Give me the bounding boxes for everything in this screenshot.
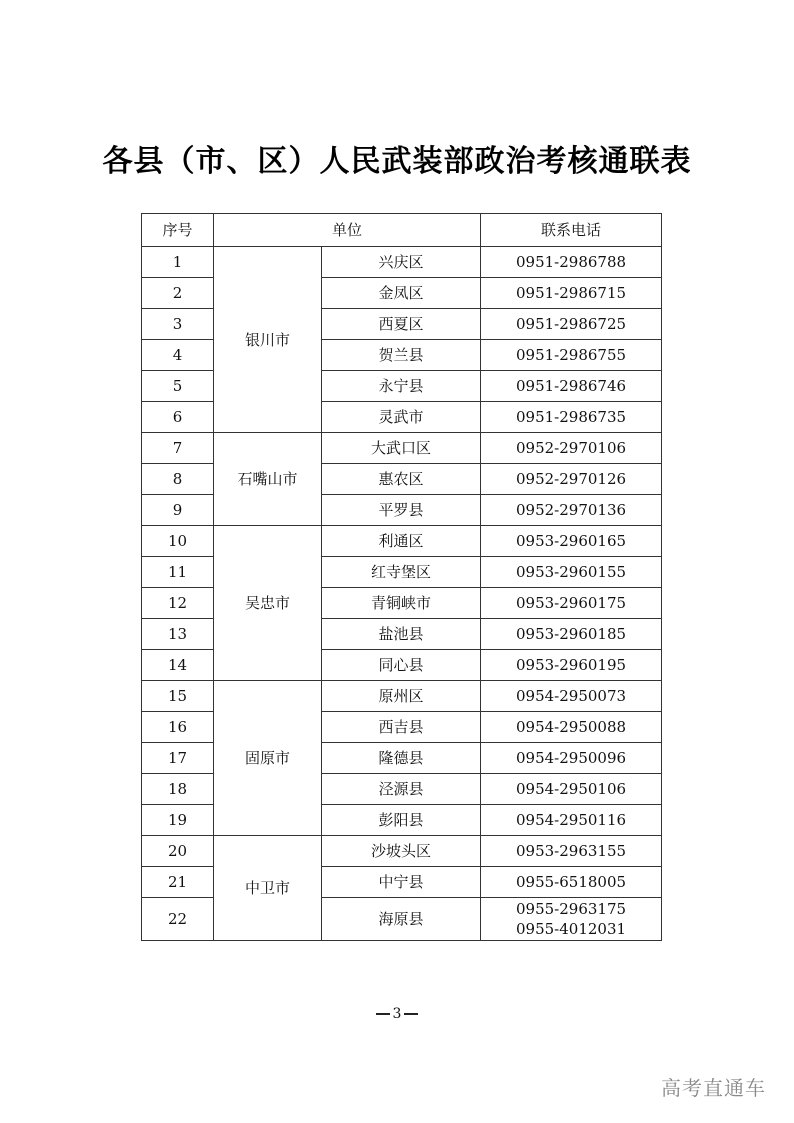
phone-number: 0953-2960185 <box>515 625 627 643</box>
city-cell: 银川市 <box>214 247 322 433</box>
page-title: 各县（市、区）人民武装部政治考核通联表 <box>102 144 692 179</box>
district-cell: 西夏区 <box>322 309 481 340</box>
district-cell: 红寺堡区 <box>322 557 481 588</box>
page-footer <box>0 1006 794 1022</box>
watermark: 高考直通车 <box>661 1076 766 1100</box>
phone-number: 0954-2950088 <box>515 718 627 736</box>
phone-number: 0953-2960165 <box>515 532 627 550</box>
district-cell: 泾源县 <box>322 774 481 805</box>
city-cell: 石嘴山市 <box>214 433 322 526</box>
row-index: 22 <box>142 898 214 941</box>
page-number: 3 <box>392 1006 402 1022</box>
contact-table <box>141 213 662 941</box>
row-index: 14 <box>142 650 214 681</box>
district-cell: 大武口区 <box>322 433 481 464</box>
footer-dash-right <box>404 1013 418 1015</box>
district-cell: 金凤区 <box>322 278 481 309</box>
row-index: 11 <box>142 557 214 588</box>
phone-number: 0951-2986788 <box>515 253 627 271</box>
phone-cell <box>481 247 662 278</box>
phone-number: 0955-2963175 <box>515 900 627 918</box>
district-cell: 盐池县 <box>322 619 481 650</box>
table-header-row <box>142 214 662 247</box>
phone-number: 0952-2970136 <box>515 501 627 519</box>
phone-cell <box>481 619 662 650</box>
table-body <box>142 247 662 941</box>
phone-cell <box>481 867 662 898</box>
phone-number: 0954-2950116 <box>515 811 627 829</box>
header-unit: 单位 <box>214 214 481 247</box>
phone-cell <box>481 309 662 340</box>
phone-cell <box>481 495 662 526</box>
row-index: 2 <box>142 278 214 309</box>
table-row <box>142 433 662 464</box>
district-cell: 彭阳县 <box>322 805 481 836</box>
phone-number: 0952-2970106 <box>515 439 627 457</box>
district-cell: 原州区 <box>322 681 481 712</box>
phone-number: 0955-4012031 <box>515 920 627 938</box>
phone-number: 0953-2960175 <box>515 594 627 612</box>
phone-cell <box>481 898 662 941</box>
district-cell: 利通区 <box>322 526 481 557</box>
phone-number: 0951-2986735 <box>515 408 627 426</box>
district-cell: 贺兰县 <box>322 340 481 371</box>
row-index: 6 <box>142 402 214 433</box>
row-index: 17 <box>142 743 214 774</box>
row-index: 7 <box>142 433 214 464</box>
row-index: 5 <box>142 371 214 402</box>
phone-number: 0951-2986715 <box>515 284 627 302</box>
row-index: 19 <box>142 805 214 836</box>
phone-number: 0955-6518005 <box>515 873 627 891</box>
city-cell: 中卫市 <box>214 836 322 941</box>
district-cell: 青铜峡市 <box>322 588 481 619</box>
district-cell: 西吉县 <box>322 712 481 743</box>
city-cell: 吴忠市 <box>214 526 322 681</box>
phone-cell <box>481 402 662 433</box>
row-index: 8 <box>142 464 214 495</box>
phone-cell <box>481 278 662 309</box>
phone-cell <box>481 743 662 774</box>
table-row <box>142 247 662 278</box>
phone-cell <box>481 681 662 712</box>
phone-cell <box>481 650 662 681</box>
district-cell: 惠农区 <box>322 464 481 495</box>
phone-number: 0953-2960195 <box>515 656 627 674</box>
row-index: 18 <box>142 774 214 805</box>
district-cell: 隆德县 <box>322 743 481 774</box>
row-index: 9 <box>142 495 214 526</box>
phone-cell <box>481 712 662 743</box>
phone-cell <box>481 774 662 805</box>
row-index: 15 <box>142 681 214 712</box>
phone-number: 0952-2970126 <box>515 470 627 488</box>
phone-cell <box>481 836 662 867</box>
phone-cell <box>481 805 662 836</box>
phone-number: 0951-2986755 <box>515 346 627 364</box>
footer-dash-left <box>376 1013 390 1015</box>
city-cell: 固原市 <box>214 681 322 836</box>
phone-cell <box>481 371 662 402</box>
row-index: 10 <box>142 526 214 557</box>
phone-cell <box>481 557 662 588</box>
row-index: 13 <box>142 619 214 650</box>
phone-number: 0953-2963155 <box>515 842 627 860</box>
district-cell: 兴庆区 <box>322 247 481 278</box>
phone-cell <box>481 588 662 619</box>
row-index: 20 <box>142 836 214 867</box>
table-row <box>142 836 662 867</box>
phone-cell <box>481 340 662 371</box>
table-row <box>142 681 662 712</box>
row-index: 21 <box>142 867 214 898</box>
district-cell: 灵武市 <box>322 402 481 433</box>
row-index: 4 <box>142 340 214 371</box>
phone-cell <box>481 526 662 557</box>
district-cell: 中宁县 <box>322 867 481 898</box>
district-cell: 沙坡头区 <box>322 836 481 867</box>
header-phone: 联系电话 <box>481 214 662 247</box>
table-row <box>142 526 662 557</box>
district-cell: 海原县 <box>322 898 481 941</box>
district-cell: 平罗县 <box>322 495 481 526</box>
phone-cell <box>481 464 662 495</box>
phone-number: 0953-2960155 <box>515 563 627 581</box>
phone-number: 0954-2950096 <box>515 749 627 767</box>
phone-number: 0951-2986725 <box>515 315 627 333</box>
row-index: 16 <box>142 712 214 743</box>
phone-number: 0954-2950106 <box>515 780 627 798</box>
phone-number: 0954-2950073 <box>515 687 627 705</box>
row-index: 12 <box>142 588 214 619</box>
row-index: 3 <box>142 309 214 340</box>
phone-number: 0951-2986746 <box>515 377 627 395</box>
header-index: 序号 <box>142 214 214 247</box>
district-cell: 永宁县 <box>322 371 481 402</box>
phone-cell <box>481 433 662 464</box>
row-index: 1 <box>142 247 214 278</box>
district-cell: 同心县 <box>322 650 481 681</box>
